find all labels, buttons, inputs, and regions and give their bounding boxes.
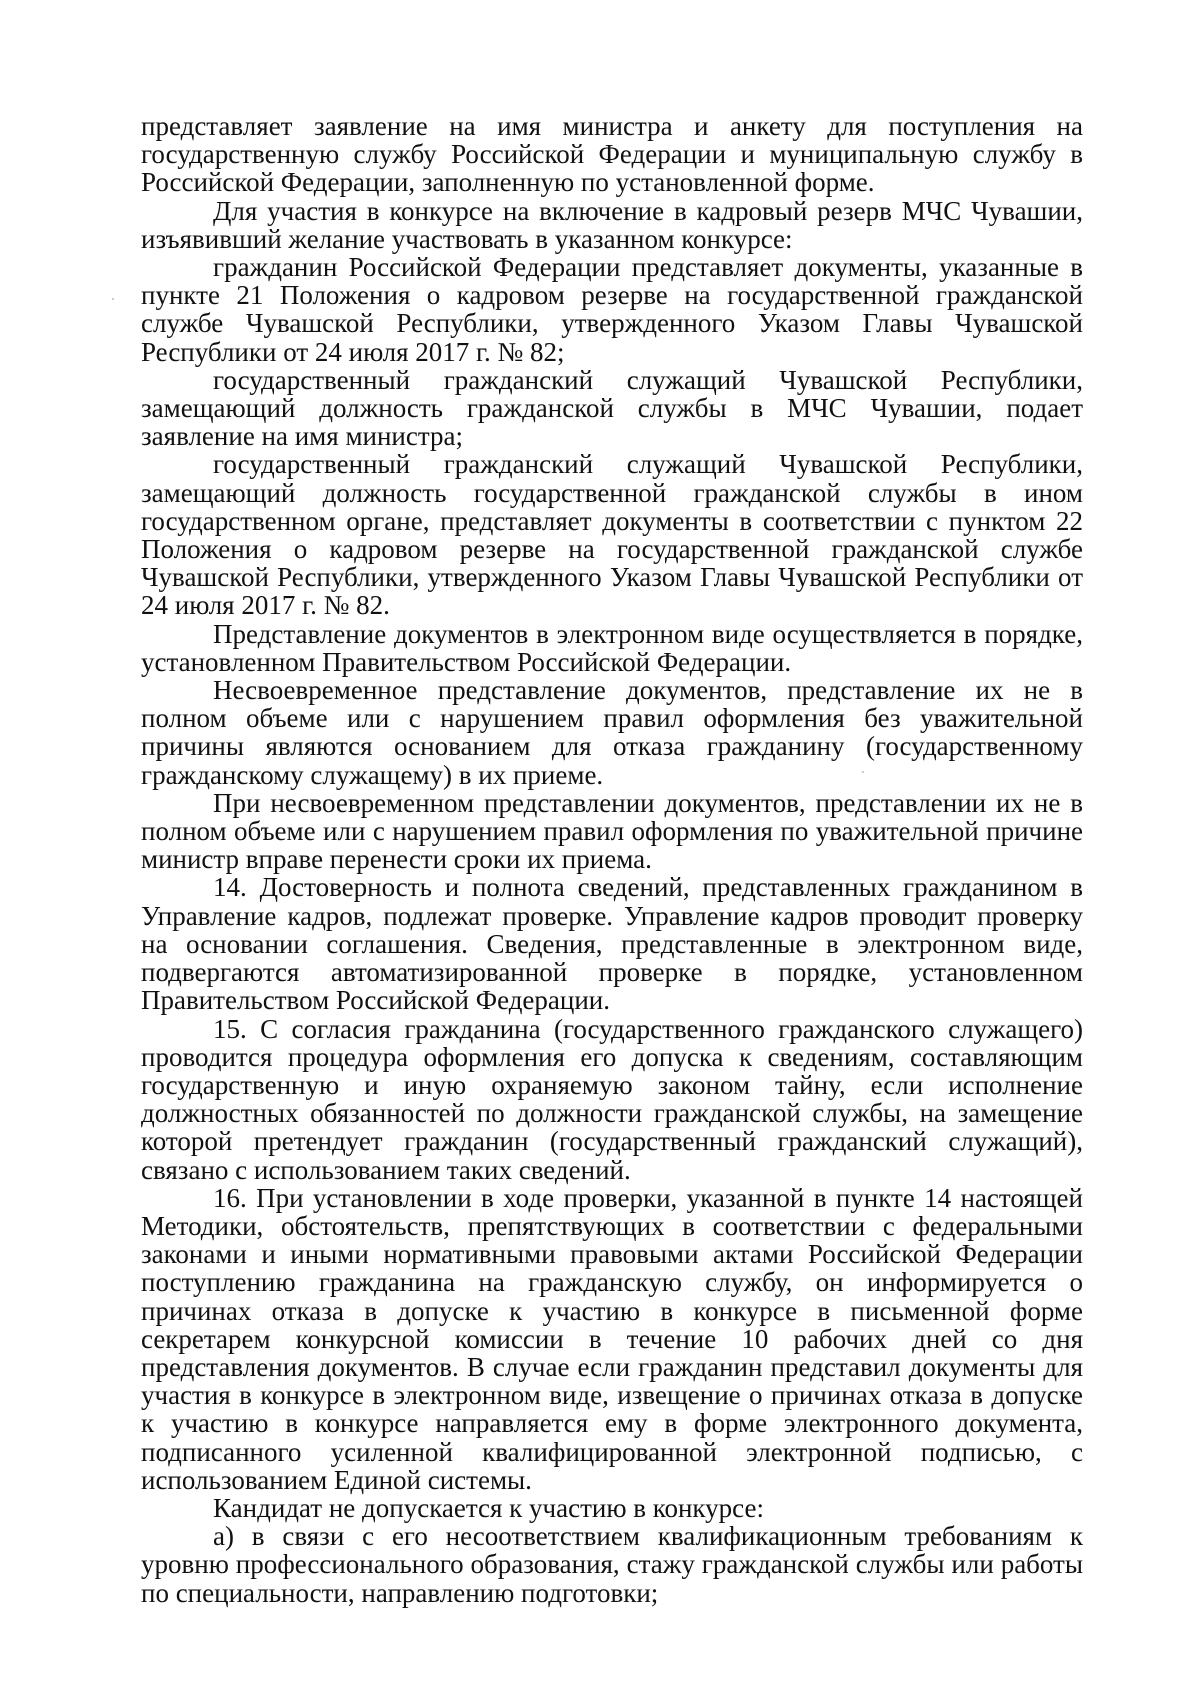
paragraph-subitem-a: а) в связи с его несоответствием квалификационным требованиям к уровню профессионального образования, стажу гражданской службы или работы по специальности, направлению подготовки; bbox=[141, 1521, 1083, 1608]
scan-speck bbox=[862, 771, 864, 773]
paragraph-item-14: 14. Достоверность и полнота сведений, представленных гражданином в Управление кадров, подлежат проверке. Управление кадров проводит проверку на основании соглашения. Сведения, представленные в электронном виде, подвергаются автоматизированной проверке в порядке, установленном Правительством Российской Федерации. bbox=[141, 872, 1083, 1016]
paragraph-servant-other-body: государственный гражданский служащий Чувашской Республики, замещающий должность государственной гражданской службы в ином государственном органе, представляет документы в соответствии с пунктом 22 Положения о кадровом резерве на государственной гражданской службе Чувашской Республики, утвержденного Указом Главы Чувашской Республики от 24 июля 2017 г. № 82. bbox=[141, 449, 1083, 621]
document-body bbox=[141, 112, 1083, 1607]
paragraph-item-15: 15. С согласия гражданина (государственного гражданского служащего) проводится процедура оформления его допуска к сведениям, составляющим государственную и иную охраняемую законом тайну, если исполнение должностных обязанностей по должности гражданской службы, на замещение которой претендует гражданин (государственный гражданский служащий), связано с использованием таких сведений. bbox=[141, 1013, 1083, 1185]
paragraph-late-no-reason: Несвоевременное представление документов, представление их не в полном объеме или с нарушением правил оформления без уважительной причины являются основанием для отказа гражданину (государственному гражданскому служащему) в их приеме. bbox=[141, 675, 1083, 790]
paragraph-continuation: представляет заявление на имя министра и анкету для поступления на государственную службу Российской Федерации и муниципальную службу в Российской Федерации, заполненную по установленной форме. bbox=[141, 111, 1083, 198]
scan-speck bbox=[112, 298, 114, 300]
paragraph-not-admitted: Кандидат не допускается к участию в конкурсе: bbox=[213, 1492, 764, 1523]
paragraph-citizen: гражданин Российской Федерации представляет документы, указанные в пункте 21 Положения о кадровом резерве на государственной гражданской службе Чувашской Республики, утвержденного Указом Главы Чувашской Республики от 24 июля 2017 г. № 82; bbox=[141, 252, 1083, 367]
paragraph-late-valid-reason: При несвоевременном представлении документов, представлении их не в полном объеме или с нарушением правил оформления по уважительной причине министр вправе перенести сроки их приема. bbox=[141, 787, 1083, 875]
paragraph-item-16: 16. При установлении в ходе проверки, указанной в пункте 14 настоящей Методики, обстоятельств, препятствующих в соответствии с федеральными законами и иными нормативными правовыми актами Российской Федерации поступлению гражданина на гражданскую службу, он информируется о причинах отказа в допуске к участию в конкурсе в письменной форме секретарем конкурсной комиссии в течение 10 рабочих дней со дня представления документов. В случае если гражданин представил документы для участия в конкурсе в электронном виде, извещение о причинах отказа в допуске к участию в конкурсе направляется ему в форме электронного документа, подписанного усиленной квалифицированной электронной подписью, с использованием Единой системы. bbox=[141, 1182, 1083, 1495]
paragraph-electronic-submission: Представление документов в электронном виде осуществляется в порядке, установленном Правительством Российской Федерации. bbox=[141, 618, 1083, 677]
paragraph-servant-mchs: государственный гражданский служащий Чувашской Республики, замещающий должность гражданской службы в МЧС Чувашии, подает заявление на имя министра; bbox=[141, 364, 1083, 452]
paragraph-reserve-intro: Для участия в конкурсе на включение в кадровый резерв МЧС Чувашии, изъявивший желание участвовать в указанном конкурсе: bbox=[141, 195, 1083, 254]
